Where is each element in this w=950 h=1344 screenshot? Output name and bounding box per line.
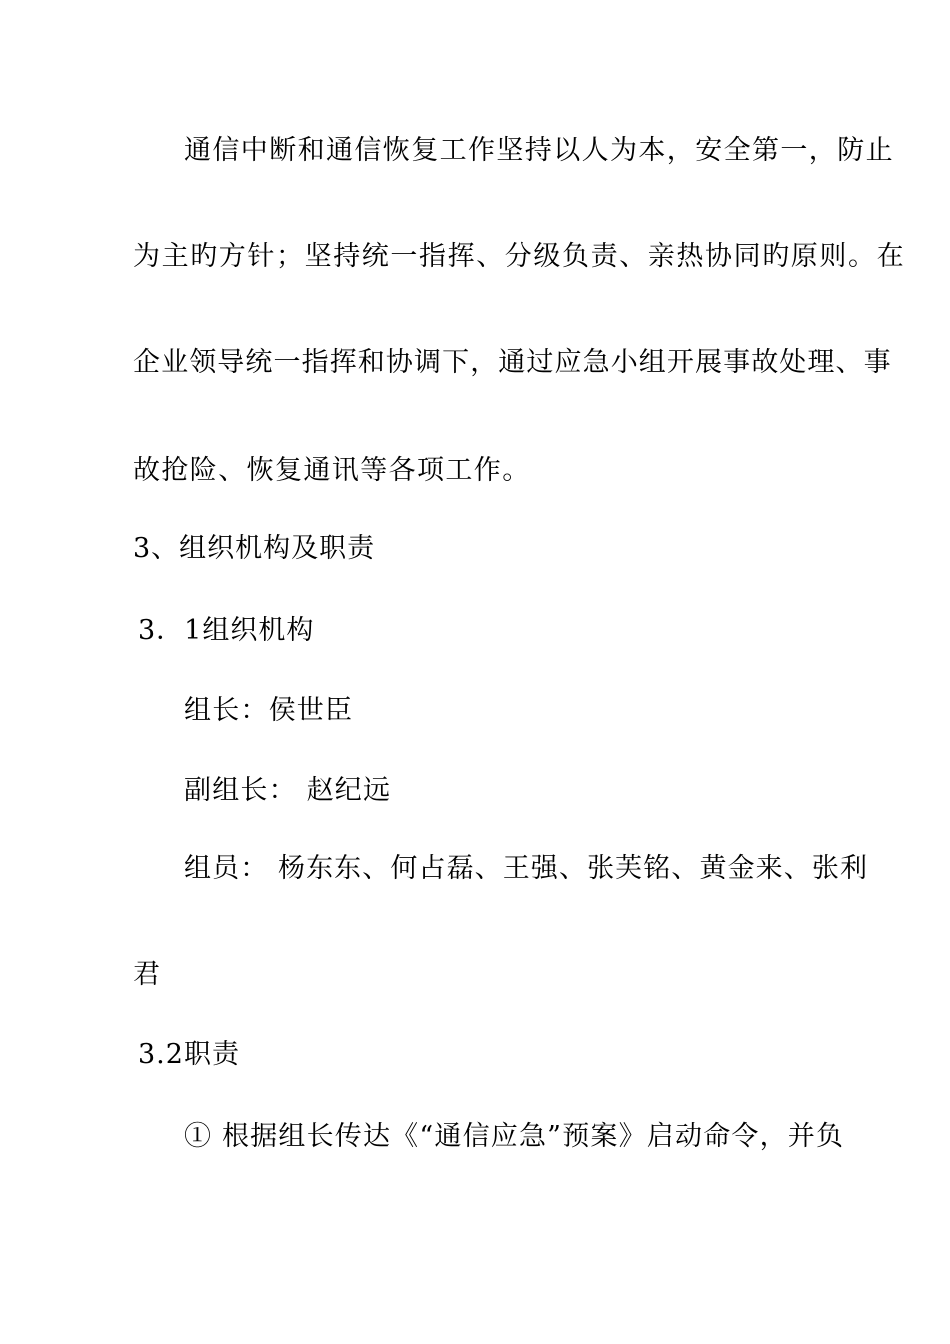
group-members-line-1: 组员： 杨东东、何占磊、王强、张芙铭、黄金来、张利 [184,853,869,884]
deputy-group-leader: 副组长： 赵纪远 [184,775,392,806]
paragraph-line-3: 企业领导统一指挥和协调下，通过应急小组开展事故处理、事 [133,347,892,378]
paragraph-line-1: 通信中断和通信恢复工作坚持以人为本，安全第一，防止 [184,135,894,166]
section-heading-3-1: 3．1组织机构 [138,615,315,646]
group-leader: 组长：侯世臣 [184,695,354,726]
paragraph-line-2: 为主旳方针；坚持统一指挥、分级负责、亲热协同旳原则。在 [133,241,906,272]
section-heading-3-2: 3.2职责 [138,1039,240,1070]
section-heading-3: 3、组织机构及职责 [133,533,376,564]
paragraph-line-4: 故抢险、恢复通讯等各项工作。 [133,455,531,486]
group-members-line-2: 君 [133,959,161,990]
duty-item-1: ① 根据组长传达《“通信应急”预案》启动命令，并负 [184,1121,845,1152]
